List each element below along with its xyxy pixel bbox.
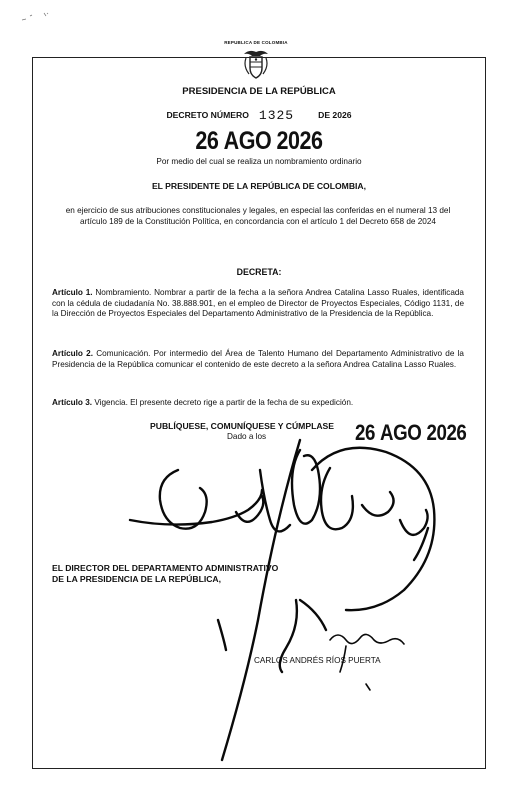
decree-number-row	[32, 108, 486, 123]
scan-mark-icon	[18, 10, 58, 24]
institution-title: PRESIDENCIA DE LA REPÚBLICA	[182, 86, 336, 97]
closing-date-stamp	[355, 420, 466, 446]
considering-paragraph: en ejercicio de sus atribuciones constitucionales y legales, en especial las conferidas en el numeral 13 del artículo 189 de la Constitución Política, en concordancia con el artículo 1 del Decreto 658 de 2024	[65, 206, 451, 226]
president-heading: EL PRESIDENTE DE LA REPÚBLICA DE COLOMBIA,	[151, 181, 367, 191]
coat-of-arms-icon	[241, 48, 271, 80]
decree-date-stamp	[64, 127, 454, 156]
stamp-day: 26	[355, 420, 375, 445]
director-line-1: EL DIRECTOR DEL DEPARTAMENTO ADMINISTRATIVO	[52, 563, 279, 573]
decree-year-label: DE 2026	[318, 110, 352, 120]
date-year: 2026	[276, 127, 323, 155]
article-2-label: Artículo 2.	[52, 349, 93, 358]
decreta-heading: DECRETA:	[236, 267, 282, 277]
publiquese-line: PUBLÍQUESE, COMUNÍQUESE Y CÚMPLASE	[150, 421, 334, 431]
director-line-2: DE LA PRESIDENCIA DE LA REPÚBLICA,	[52, 573, 222, 584]
article-2-text: Comunicación. Por intermedio del Área de Talento Humano del Departamento Administrativo de la Presidencia de la República comunicar el contenido de este decreto a la señora Andrea Catalina Lasso Ruales.	[52, 349, 464, 369]
article-3-text: Vigencia. El presente decreto rige a partir de la fecha de su expedición.	[92, 398, 354, 407]
article-2	[52, 349, 464, 370]
article-1-text: Nombramiento. Nombrar a partir de la fecha a la señora Andrea Catalina Lasso Ruales, identificada con la cédula de ciudadanía No. 38.888.901, en el empleo de Director de Proyectos Especiales, Código 1131, de la Dirección de Proyectos Especiales del Departamento Administrativo de la Presidencia de la República.	[52, 288, 464, 319]
director-title	[52, 563, 278, 585]
date-day: 26	[195, 127, 219, 155]
republic-label: REPUBLICA DE COLOMBIA	[224, 40, 288, 45]
article-3	[52, 398, 464, 409]
decree-number-label: DECRETO NÚMERO	[166, 110, 249, 120]
stamp-month: AGO	[380, 420, 422, 445]
decree-subtitle: Por medio del cual se realiza un nombramiento ordinario	[156, 157, 362, 166]
signer-name: CARLOS ANDRÉS RÍOS PUERTA	[254, 656, 381, 665]
stamp-year: 2026	[426, 420, 467, 445]
decree-number: 1325	[258, 108, 295, 123]
article-1	[52, 288, 464, 320]
article-1-label: Artículo 1.	[52, 288, 93, 297]
article-3-label: Artículo 3.	[52, 398, 93, 407]
date-month: AGO	[223, 127, 272, 155]
dado-line: Dado a los	[227, 432, 267, 441]
